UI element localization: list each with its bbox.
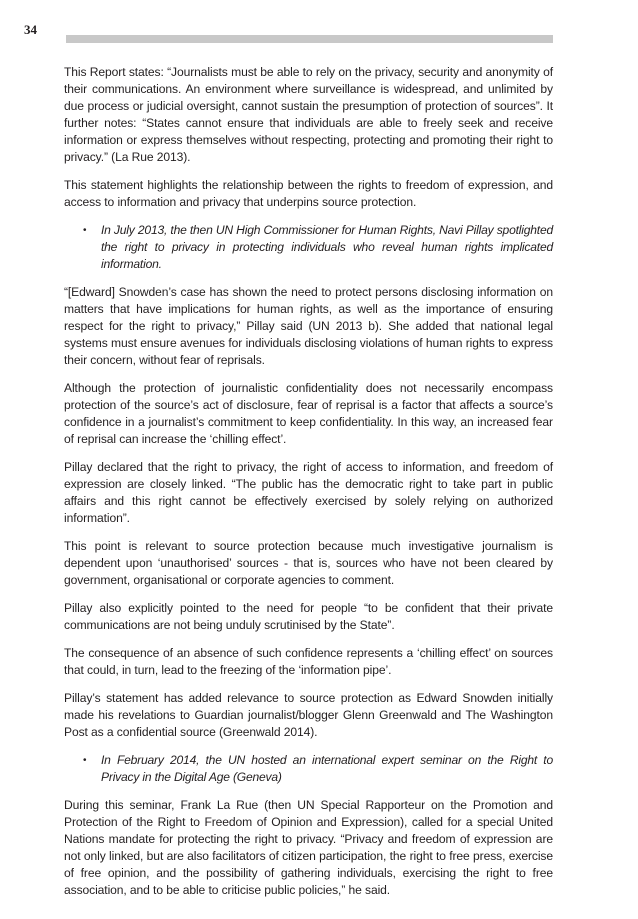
paragraph-statement-highlights: This statement highlights the relationship between the rights to freedom of expression, and access to information and privacy that underpins source protection.: [64, 178, 553, 209]
bullet-marker: •: [83, 755, 87, 766]
bullet-item-seminar-2014: [64, 752, 553, 786]
paragraph-la-rue-seminar: During this seminar, Frank La Rue (then UN Special Rapporteur on the Promotion and Protection of the Right to Freedom of Opinion and Expression), called for a special United Nations mandate for protecting the right to privacy. “Privacy and freedom of expression are not only linked, but are also facilitators of citizen participation, the right to free press, exercise of free opinion, and the possibility of gathering individuals, exercising the right to free association, and to be able to criticise public policies,” he said.: [64, 798, 553, 897]
paragraph-confidentiality: Although the protection of journalistic confidentiality does not necessarily encompass protection of the source’s act of disclosure, fear of reprisal is a factor that affects a source’s confidence in a journalist’s commitment to keep confidentiality. In this way, an increased fear of reprisal can increase the ‘chilling effect’.: [64, 381, 553, 446]
paragraph-report-quote: This Report states: “Journalists must be able to rely on the privacy, security and anonymity of their communications. An environment where surveillance is widespread, and unlimited by due process or judicial oversight, cannot sustain the presumption of protection of sources”. It further notes: “States cannot ensure that individuals are able to freely seek and receive information or express themselves without respecting, protecting and promoting their right to privacy.” (La Rue 2013).: [64, 65, 553, 164]
paragraph-snowden-case: “[Edward] Snowden’s case has shown the need to protect persons disclosing information on matters that have implications for human rights, as well as the importance of ensuring respect for the right to privacy,” Pillay said (UN 2013 b). She added that national legal systems must ensure avenues for individuals disclosing violations of human rights to express their concern, without fear of reprisals.: [64, 285, 553, 367]
bullet-marker: •: [83, 225, 87, 236]
bullet-text: In February 2014, the UN hosted an international expert seminar on the Right to Privacy in the Digital Age (Geneva): [101, 753, 553, 784]
bullet-text: In July 2013, the then UN High Commissioner for Human Rights, Navi Pillay spotlighted the right to privacy in protecting individuals who reveal human rights implicated information.: [101, 223, 553, 271]
page-body: [64, 64, 553, 910]
header-rule: [66, 35, 553, 43]
paragraph-snowden-greenwald: Pillay’s statement has added relevance to source protection as Edward Snowden initially made his revelations to Guardian journalist/blogger Glenn Greenwald and The Washington Post as a confidential source (Greenwald 2014).: [64, 691, 553, 739]
paragraph-pillay-explicit: Pillay also explicitly pointed to the need for people “to be confident that their private communications are not being unduly scrutinised by the State”.: [64, 601, 553, 632]
paragraph-chilling-effect: The consequence of an absence of such confidence represents a ‘chilling effect’ on sources that could, in turn, lead to the freezing of the ‘information pipe’.: [64, 646, 553, 677]
paragraph-pillay-declared: Pillay declared that the right to privacy, the right of access to information, and freedom of expression are closely linked. “The public has the democratic right to take part in public affairs and this right cannot be effectively exercised by solely relying on authorized information”.: [64, 460, 553, 525]
paragraph-source-protection: This point is relevant to source protection because much investigative journalism is dependent upon ‘unauthorised’ sources - that is, sources who have not been cleared by government, organisational or corporate agencies to comment.: [64, 539, 553, 587]
page-number: 34: [24, 22, 37, 37]
bullet-item-pillay-2013: [64, 222, 553, 273]
